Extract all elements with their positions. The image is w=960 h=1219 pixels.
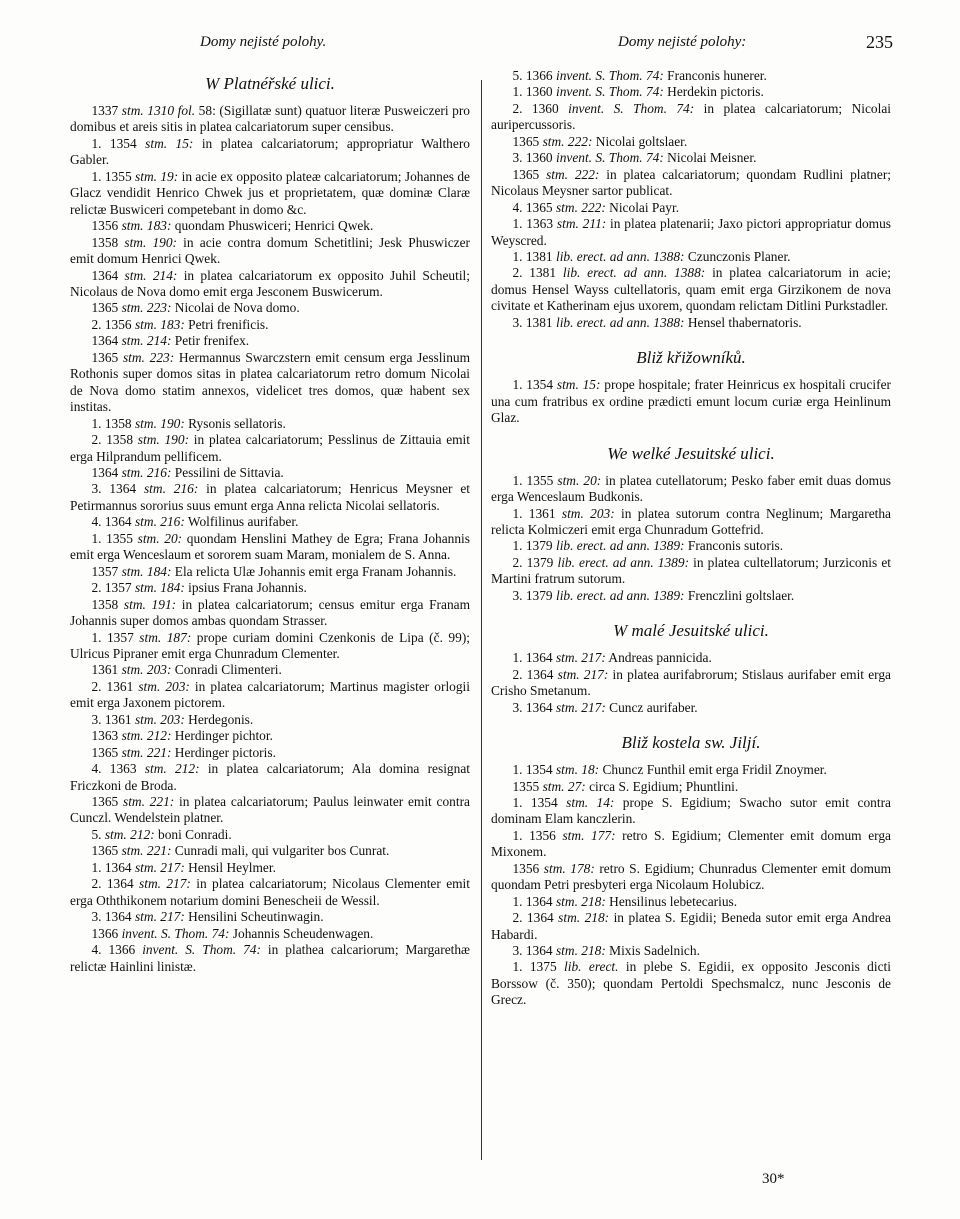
entry-text: quondam Henslini Mathey de Egra; Frana Johannis emit erga Wenceslaum et sororem suam Maram, monialem de S. Anna.	[70, 530, 470, 563]
record-entry	[70, 728, 470, 744]
entry-text: 1. 1381	[512, 248, 556, 264]
entry-text: 4. 1364	[91, 514, 135, 530]
record-entry	[491, 84, 891, 100]
source-citation: stm. 223:	[121, 300, 172, 316]
record-entry	[491, 910, 891, 943]
entry-text: Mixis Sadelnich.	[605, 943, 700, 959]
record-entry	[491, 538, 891, 554]
column-divider	[481, 80, 482, 1160]
section-title: Bliž kostela sw. Jiljí.	[621, 733, 761, 753]
record-entry	[491, 315, 891, 331]
section-title: W malé Jesuitské ulici.	[613, 621, 769, 641]
record-entry	[491, 216, 891, 249]
record-entry	[70, 465, 470, 481]
entry-text: Conradi Climenteri.	[171, 662, 282, 678]
entry-text: in platea calcariatorum; Nicolaus Clementer emit erga Oththikonem notarium domini Benescheii de Wessil.	[70, 876, 470, 908]
source-citation: stm. 222:	[542, 133, 593, 149]
section-title: Bliž křižowníků.	[636, 348, 746, 368]
source-citation: stm. 20:	[557, 472, 602, 488]
entry-text: 4. 1365	[512, 199, 556, 215]
source-citation: stm. 217:	[139, 876, 191, 892]
source-citation: stm. 218:	[555, 943, 606, 959]
source-citation: stm. 217:	[134, 909, 185, 925]
entry-text: Herdegonis.	[184, 711, 254, 727]
record-entry	[70, 630, 470, 663]
entry-text: 2. 1360	[512, 100, 569, 116]
source-citation: lib. erect. ad ann. 1389:	[557, 554, 690, 570]
record-entry	[70, 481, 470, 514]
record-entry	[70, 235, 470, 268]
page-number: 235	[866, 32, 893, 52]
source-citation: stm. 211:	[556, 216, 607, 232]
source-citation: stm. 218:	[555, 893, 606, 909]
entry-text: Ela relicta Ulæ Johannis emit erga Franam Johannis.	[171, 563, 457, 579]
record-entry	[491, 555, 891, 588]
entry-text: Czunczonis Planer.	[684, 248, 791, 264]
entry-text: 1. 1355	[91, 168, 136, 184]
entry-text: 1. 1360	[512, 84, 556, 100]
record-entry	[70, 909, 470, 925]
record-entry	[70, 432, 470, 465]
entry-text: 1. 1354	[512, 794, 567, 810]
entry-text: 2. 1364	[512, 666, 558, 682]
source-citation: invent. S. Thom. 74:	[555, 68, 664, 83]
record-entry	[70, 679, 470, 712]
entry-text: 1. 1354	[91, 135, 146, 151]
record-entry	[491, 167, 891, 200]
record-entry	[70, 564, 470, 580]
entry-text: Petri frenificis.	[184, 316, 269, 332]
section-title: We welké Jesuitské ulici.	[607, 443, 775, 463]
record-entry	[491, 249, 891, 265]
right-column	[491, 68, 891, 1009]
source-citation: stm. 203:	[561, 505, 615, 521]
source-citation: invent. S. Thom. 74:	[121, 925, 230, 941]
entry-text: in platea calcariatorum; Henricus Meysner et Petirmannus sororius suus emunt erga Anna relicta Nicolai sellatoris.	[70, 481, 470, 513]
street-section	[70, 74, 470, 975]
record-entry	[70, 333, 470, 349]
record-entry	[70, 136, 470, 169]
source-citation: stm. 217:	[555, 650, 606, 666]
record-entry	[70, 597, 470, 630]
entry-text: Herdekin pictoris.	[663, 84, 764, 100]
entry-text: 1365	[512, 166, 547, 182]
entry-text: 1. 1364	[512, 893, 556, 909]
entry-text: 1365	[91, 349, 123, 365]
record-entry	[70, 942, 470, 975]
entry-text: 1. 1364	[512, 650, 556, 666]
source-citation: stm. 19:	[135, 168, 179, 184]
record-entry	[491, 959, 891, 1008]
entry-text: 3. 1364	[91, 909, 135, 925]
record-entry	[70, 843, 470, 859]
record-entry	[491, 473, 891, 506]
entry-text: in platea calcariatorum; quondam Rudlini platner; Nicolaus Meysner sartor publicat.	[491, 166, 891, 199]
record-entry	[70, 300, 470, 316]
source-citation: stm. 212:	[104, 826, 155, 842]
record-entry	[70, 268, 470, 301]
record-entry	[70, 712, 470, 728]
entry-text: in platea calcariatorum; Pesslinus de Zittauia emit erga Hilprandum pellificem.	[70, 432, 470, 464]
record-entry	[70, 580, 470, 596]
entry-text: 1364	[91, 267, 125, 283]
entry-text: 1355	[512, 778, 543, 794]
source-citation: stm. 15:	[556, 377, 601, 393]
source-citation: lib. erect. ad ann. 1388:	[555, 314, 685, 330]
entry-text: 1361	[91, 662, 122, 678]
record-entry	[70, 416, 470, 432]
entry-text: Hensel thabernatoris.	[684, 314, 802, 330]
entry-text: retro S. Egidium; Clementer emit domum erga Mixonem.	[491, 827, 891, 860]
source-citation: stm. 190:	[137, 432, 190, 448]
entry-text: Hermannus Swarczstern emit censum erga Jesslinum Rothonis super domos sitas in platea calcariatorum retro domum Nicolai de Nova domo statim annexos, videlicet tres domos, quæ habent sex institas.	[70, 349, 470, 415]
entry-text: Hensil Heylmer.	[184, 859, 276, 875]
source-citation: stm. 183:	[134, 316, 185, 332]
record-entry	[491, 667, 891, 700]
entry-text: 3. 1364	[512, 699, 556, 715]
entry-text: 1365	[512, 133, 543, 149]
entry-text: in platea sutorum contra Neglinum; Margaretha relicta Kolmiczeri emit erga Chunradum Gottefrid.	[491, 505, 891, 537]
entry-text: 1364	[91, 464, 122, 480]
entry-text: Pessilini de Sittavia.	[171, 464, 284, 480]
entry-text: 2. 1357	[91, 580, 135, 596]
entry-text: 1364	[91, 333, 122, 349]
entry-text: prope curiam domini Czenkonis de Lipa (č. 99); Ulricus Pipraner emit erga Chunradum Clementer.	[70, 629, 470, 661]
record-entry	[491, 894, 891, 910]
record-entry	[70, 794, 470, 827]
record-entry	[70, 662, 470, 678]
source-citation: stm. 212:	[121, 728, 172, 744]
entry-text: 1337	[91, 103, 122, 118]
record-entry	[491, 265, 891, 314]
street-section	[491, 621, 891, 716]
entry-text: Nicolai Meisner.	[663, 150, 757, 166]
entry-text: 3. 1379	[512, 587, 556, 603]
source-citation: stm. 184:	[121, 563, 172, 579]
entry-text: 3. 1360	[512, 150, 556, 166]
entry-text: in platea S. Egidii; Beneda sutor emit erga Andrea Habardi.	[491, 910, 891, 942]
entry-text: Hensilini Scheutinwagin.	[184, 909, 324, 925]
source-citation: invent. S. Thom. 74:	[555, 150, 664, 166]
entry-text: 1365	[91, 300, 122, 316]
record-entry	[70, 860, 470, 876]
entry-text: in platea calcariatorum; Martinus magister orlogii emit erga Jaxonem pictorem.	[70, 678, 470, 711]
entry-text: Franconis hunerer.	[663, 68, 767, 83]
source-citation: lib. erect. ad ann. 1389:	[555, 587, 685, 603]
record-entry	[491, 762, 891, 778]
source-citation: stm. 216:	[143, 481, 199, 497]
entry-text: Hensilinus lebetecarius.	[605, 893, 738, 909]
entry-text: circa S. Egidium; Phuntlini.	[585, 778, 739, 794]
entry-text: Cunradi mali, qui vulgariter bos Cunrat.	[171, 843, 390, 859]
source-citation: invent. S. Thom. 74:	[555, 84, 664, 100]
entry-text: 1. 1363	[512, 216, 557, 232]
record-entry	[491, 506, 891, 539]
source-citation: invent. S. Thom. 74:	[142, 942, 261, 958]
source-citation: stm. 216:	[121, 464, 172, 480]
entry-text: 4. 1366	[91, 942, 143, 958]
entry-text: quondam Phuswiceri; Henrici Qwek.	[171, 218, 374, 234]
source-citation: stm. 15:	[145, 135, 194, 151]
entry-text: Petir frenifex.	[171, 333, 250, 349]
source-citation: stm. 221:	[121, 744, 172, 760]
entry-text: in acie contra domum Schetitlini; Jesk Phuswiczer emit domum Henrici Qwek.	[70, 234, 470, 267]
entry-text: in platea cultellatorum; Jurziconis et Martini fratrum sutorum.	[491, 554, 891, 587]
record-entry	[491, 377, 891, 426]
entry-text: 1. 1358	[91, 415, 135, 431]
entry-text: 2. 1364	[91, 876, 140, 892]
source-citation: stm. 212:	[144, 761, 200, 777]
record-entry	[491, 779, 891, 795]
source-citation: invent. S. Thom. 74:	[568, 100, 695, 116]
entry-text: 1356	[512, 860, 544, 876]
entry-text: 5.	[91, 826, 105, 842]
left-column	[70, 68, 470, 975]
entry-text: 58: (Sigillatæ sunt) quatuor literæ Pusweiczeri pro domibus et areis sitis in platea calcariatorum super censibus.	[70, 103, 470, 135]
entry-text: 3. 1381	[512, 314, 556, 330]
running-head-left: Domy nejisté polohy.	[200, 34, 327, 50]
entry-text: in platea calcariatorum; Nicolai auripercussoris.	[491, 100, 891, 133]
entry-text: 3. 1364	[512, 943, 556, 959]
record-entry	[491, 68, 891, 84]
entry-text: 1357	[91, 563, 122, 579]
entry-text: in platea calcariatorum in acie; domus Hensel Wayss cultellatoris, quam emit erga Girzikonem de nova civitate et Katherinam ejus uxorem, quondam relictam Ditlini Purkstadler.	[491, 265, 891, 314]
record-entry	[70, 531, 470, 564]
record-entry	[70, 745, 470, 761]
entry-text: ipsius Frana Johannis.	[184, 580, 307, 596]
record-entry	[491, 588, 891, 604]
source-citation: stm. 191:	[123, 596, 177, 612]
source-citation: stm. 203:	[134, 711, 185, 727]
entry-text: 3. 1364	[91, 481, 144, 497]
entry-text: in platea aurifabrorum; Stislaus aurifaber emit erga Crisho Smetanum.	[491, 666, 892, 699]
entry-text: 2. 1356	[91, 316, 135, 332]
entry-text: 1. 1375	[512, 959, 565, 975]
entry-text: 2. 1379	[512, 554, 558, 570]
entry-text: in plathea calcariorum; Margarethæ relictæ Hainlini linistæ.	[70, 942, 470, 974]
record-entry	[491, 943, 891, 959]
source-citation: stm. 203:	[138, 678, 190, 694]
entry-text: 1. 1364	[91, 859, 135, 875]
record-entry	[70, 169, 470, 218]
record-entry	[491, 828, 891, 861]
source-citation: stm. 183:	[121, 218, 172, 234]
running-head-right: Domy nejisté polohy:	[618, 34, 747, 50]
entry-text: Frenczlini goltslaer.	[684, 587, 795, 603]
record-entry	[70, 103, 470, 136]
record-entry	[491, 101, 891, 134]
source-citation: stm. 223:	[122, 349, 175, 365]
source-citation: stm. 203:	[121, 662, 172, 678]
record-entry	[70, 876, 470, 909]
record-entry	[70, 317, 470, 333]
entry-text: in platea cutellatorum; Pesko faber emit duas domus erga Wenceslaum Budkonis.	[491, 472, 891, 505]
record-entry	[491, 650, 891, 666]
street-section	[491, 348, 891, 426]
record-entry	[70, 827, 470, 843]
source-citation: stm. 18:	[555, 762, 600, 778]
source-citation: stm. 218:	[558, 910, 610, 926]
entry-text: 2. 1358	[91, 432, 138, 448]
entry-text: Herdinger pichtor.	[171, 728, 273, 744]
entry-text: Rysonis sellatoris.	[184, 415, 286, 431]
record-entry	[70, 350, 470, 416]
source-citation: stm. 221:	[122, 794, 175, 810]
section-title: W Platnéřské ulici.	[205, 74, 335, 93]
entry-text: prope hospitale; frater Heinricus ex hospitali crucifer una cum fratribus ex ordine prædicti emunt locum curiæ erga Heinlinum Glaz.	[491, 377, 891, 426]
street-section	[491, 444, 891, 605]
entry-text: 1. 1361	[512, 505, 562, 521]
entry-text: 1. 1354	[512, 377, 557, 393]
record-entry	[491, 861, 891, 894]
entry-text: 1. 1379	[512, 538, 556, 554]
entry-text: 1365	[91, 843, 122, 859]
entry-text: Nicolai Payr.	[605, 199, 680, 215]
entry-text: Herdinger pictoris.	[171, 744, 276, 760]
entry-text: 2. 1381	[512, 265, 563, 281]
entry-text: in platea platenarii; Jaxo pictori appropriatur domus Weyscred.	[491, 216, 891, 248]
entry-text: 1. 1357	[91, 629, 140, 645]
entry-text: 2. 1364	[512, 910, 559, 926]
record-entry	[70, 218, 470, 234]
entry-text: prope S. Egidium; Swacho sutor emit contra dominam Elam kanczlerin.	[491, 794, 891, 827]
source-citation: stm. 214:	[124, 267, 178, 283]
source-citation: stm. 221:	[121, 843, 172, 859]
entry-text: in platea calcariatorum; census emitur erga Franam Johannis super domos ambas quondam Strasser.	[70, 596, 470, 629]
record-entry	[491, 795, 891, 828]
entry-text: in platea calcariatorum ex opposito Juhil Scheutil; Nicolaus de Nova domo emit erga Jesconem Buswicerum.	[70, 267, 471, 299]
source-citation: stm. 190:	[134, 415, 185, 431]
source-citation: lib. erect. ad ann. 1388:	[562, 265, 706, 281]
source-citation: stm. 187:	[139, 629, 192, 645]
entry-text: Chuncz Funthil emit erga Fridil Znoymer.	[599, 762, 827, 778]
source-citation: stm. 217:	[557, 666, 609, 682]
entry-text: 1. 1354	[512, 762, 556, 778]
entry-text: 4. 1363	[91, 761, 145, 777]
source-citation: lib. erect.	[564, 959, 619, 975]
entry-text: 1. 1355	[512, 472, 558, 488]
entry-text: 1358	[91, 234, 125, 250]
entry-text: 1363	[91, 728, 122, 744]
entry-text: Nicolai de Nova domo.	[171, 300, 300, 316]
entry-text: 5. 1366	[512, 68, 556, 83]
source-citation: stm. 184:	[134, 580, 185, 596]
entry-text: boni Conradi.	[154, 826, 232, 842]
entry-text: 1365	[91, 744, 122, 760]
entry-text: retro S. Egidium; Chunradus Clementer emit domum quondam Petri presbyteri erga Nicolaum Holubicz.	[491, 860, 892, 893]
entry-text: Wolfilinus aurifaber.	[184, 514, 299, 530]
street-section	[491, 733, 891, 1009]
source-citation: stm. 1310 fol.	[121, 103, 196, 118]
source-citation: stm. 27:	[542, 778, 586, 794]
entry-text: 1358	[91, 596, 124, 612]
street-section	[491, 68, 891, 331]
entry-text: 1. 1355	[91, 530, 138, 546]
record-entry	[70, 514, 470, 530]
source-citation: stm. 217:	[134, 859, 185, 875]
source-citation: stm. 20:	[137, 530, 183, 546]
source-citation: stm. 214:	[121, 333, 172, 349]
entry-text: in plebe S. Egidii, ex opposito Jesconis dicti Borssow (č. 350); quondam Pertoldi Spechsmalcz, nunc Jesconis de Grecz.	[491, 959, 891, 1008]
source-citation: stm. 177:	[562, 827, 616, 843]
entry-text: Cuncz aurifaber.	[605, 699, 698, 715]
entry-text: 1356	[91, 218, 122, 234]
entry-text: Franconis sutoris.	[684, 538, 784, 554]
entry-text: 3. 1361	[91, 711, 135, 727]
record-entry	[491, 134, 891, 150]
entry-text: in acie ex opposito plateæ calcariatorum; Johannes de Glacz vendidit Henrico Chwek jus et proprietatem, quæ dominæ Claræ relictæ Buswiceri competebant in domo &c.	[70, 168, 470, 217]
source-citation: stm. 217:	[555, 699, 606, 715]
source-citation: stm. 190:	[124, 234, 178, 250]
entry-text: Nicolai goltslaer.	[592, 133, 688, 149]
source-citation: stm. 14:	[566, 794, 615, 810]
source-citation: stm. 178:	[543, 860, 595, 876]
entry-text: 1366	[91, 925, 122, 941]
record-entry	[491, 700, 891, 716]
record-entry	[491, 150, 891, 166]
entry-text: in platea calcariatorum; appropriatur Walthero Gabler.	[70, 135, 470, 168]
record-entry	[70, 926, 470, 942]
source-citation: lib. erect. ad ann. 1389:	[555, 538, 685, 554]
signature-mark: 30*	[762, 1171, 785, 1187]
entry-text: 1365	[91, 794, 123, 810]
source-citation: stm. 216:	[134, 514, 185, 530]
entry-text: Andreas pannicida.	[605, 650, 712, 666]
source-citation: stm. 222:	[555, 199, 606, 215]
entry-text: 2. 1361	[91, 678, 139, 694]
record-entry	[491, 200, 891, 216]
source-citation: lib. erect. ad ann. 1388:	[555, 248, 685, 264]
record-entry	[70, 761, 470, 794]
entry-text: in platea calcariatorum; Ala domina resignat Friczkoni de Broda.	[70, 761, 470, 793]
entry-text: Johannis Scheudenwagen.	[229, 925, 374, 941]
entry-text: 1. 1356	[512, 827, 563, 843]
entry-text: in platea calcariatorum; Paulus leinwater emit contra Cunczl. Wendelstein platner.	[70, 794, 470, 826]
source-citation: stm. 222:	[546, 166, 600, 182]
